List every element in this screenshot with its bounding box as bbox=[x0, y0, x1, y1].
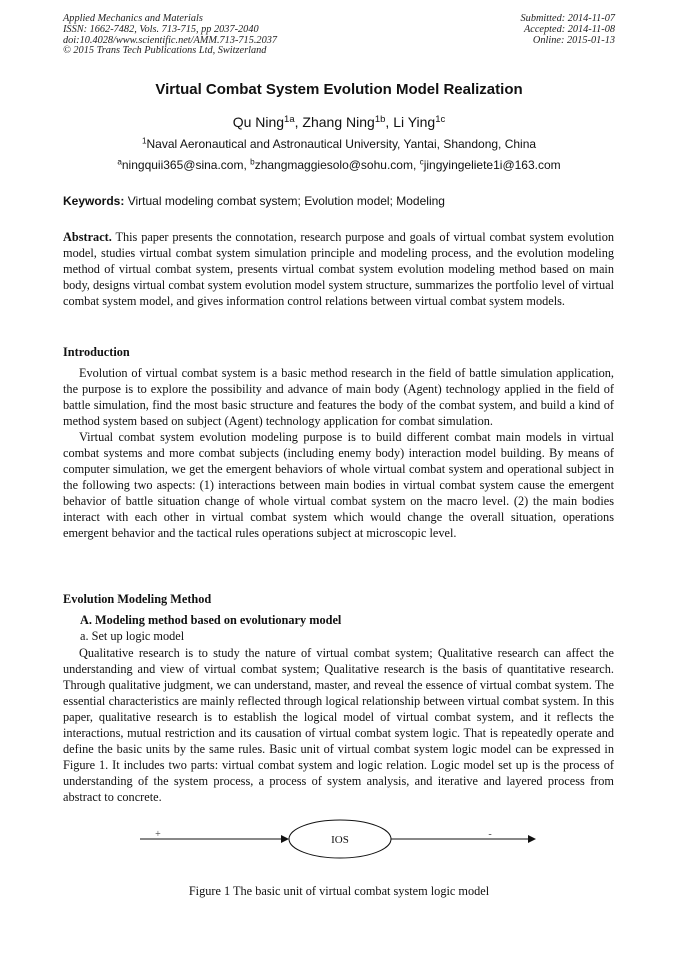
abstract bbox=[63, 229, 614, 309]
journal-header bbox=[63, 14, 277, 57]
email-address: zhangmaggiesolo@sohu.com, bbox=[254, 158, 420, 172]
email-sup: c bbox=[419, 157, 424, 167]
abstract-label: Abstract. bbox=[63, 230, 112, 244]
keywords-text: Virtual modeling combat system; Evolution model; Modeling bbox=[124, 194, 445, 208]
email-sup: b bbox=[250, 157, 255, 167]
abstract-text: This paper presents the connotation, research purpose and goals of virtual combat system evolution model, studies virtual combat system simulation principle and modeling process, and the evolution modeling method of virtual combat system, presents virtual combat system evolution modeling method based on main body, designs virtual combat system evolution model system structure, summarizes the portfolio level of virtual combat system model, and gives information control relations between virtual combat system models. bbox=[63, 230, 614, 309]
figure-caption: Figure 1 The basic unit of virtual combat system logic model bbox=[188, 884, 490, 898]
keywords-label: Keywords: bbox=[63, 194, 125, 208]
evolution-item: a. Set up logic model bbox=[80, 629, 185, 643]
email-sup: a bbox=[117, 157, 122, 167]
author-separator: , bbox=[385, 114, 394, 130]
online-date: Online: 2015-01-13 bbox=[532, 34, 615, 46]
introduction-paragraph-2: Virtual combat system evolution modeling purpose is to build different combat main models in virtual combat systems and more combat subjects (including enemy body) interaction model building. By means of computer simulation, we get the emergent behaviors of whole virtual combat system and operational subject in the following two aspects: (1) interactions between main bodies in virtual combat system cause the emergent behavior of battle situation change of whole virtual combat system on the macro level. (2) the main bodies interact with each other in virtual combat system which would change the overall situation, operations emergent behavior and the tactical rules operations subject at microscopic level. bbox=[63, 430, 614, 541]
evolution-body bbox=[63, 645, 614, 805]
email-address: ningquii365@sina.com, bbox=[121, 158, 251, 172]
submitted-date: Submitted: 2014-11-07 bbox=[520, 13, 615, 24]
evolution-heading: Evolution Modeling Method bbox=[63, 592, 212, 606]
author-name: Li Ying bbox=[393, 114, 436, 130]
introduction-paragraph-1: Evolution of virtual combat system is a basic method research in the field of battle simulation application, the purpose is to explore the possibility and advance of main body (Agent) technology applied in the field of battle simulation, find the most basic structure and features the body of the combat system, and build a kind of method system based on subject (Agent) technology application for combat simulation. bbox=[63, 366, 614, 429]
evolution-subheading: A. Modeling method based on evolutionary model bbox=[80, 613, 342, 627]
logic-model-figure bbox=[140, 817, 540, 861]
introduction-heading: Introduction bbox=[63, 345, 130, 359]
author-affil-sup: 1b bbox=[374, 113, 386, 125]
paper-title: Virtual Combat System Evolution Model Realization bbox=[155, 81, 523, 98]
keywords bbox=[63, 194, 623, 208]
journal-issn: ISSN: 1662-7482, Vols. 713-715, pp 2037-2040 bbox=[63, 23, 259, 35]
input-sign: + bbox=[155, 829, 161, 840]
journal-name: Applied Mechanics and Materials bbox=[63, 13, 203, 24]
affiliation bbox=[0, 137, 678, 151]
journal-copyright: © 2015 Trans Tech Publications Ltd, Switzerland bbox=[63, 45, 267, 57]
author-name: Qu Ning bbox=[232, 114, 285, 130]
affiliation-text: Naval Aeronautical and Astronautical University, Yantai, Shandong, China bbox=[146, 137, 537, 151]
author-separator: , bbox=[294, 114, 303, 130]
evolution-paragraph-1: Qualitative research is to study the nature of virtual combat system; Qualitative research can affect the understanding and view of virtual combat system; Qualitative research is the basis of quantitative research. Through qualitative judgment, we can understand, master, and reveal the essence of virtual combat system. The essential characteristics are mainly reflected through logical relationship between virtual combat system. In this paper, qualitative research is to establish the logical model of virtual combat system, and it reflects the interactions, mutual restriction and its causation of virtual combat system logic. That is repeatedly operate and define the basic units by the same rules. Basic unit of virtual combat system logic model can be expressed in Figure 1. It includes two parts: virtual combat system and logic relation. Logic model set up is the process of understanding of the system process, a process of system analysis, and iterative and layered process from abstract to concrete. bbox=[63, 646, 614, 805]
author-list bbox=[0, 114, 678, 130]
author-name: Zhang Ning bbox=[302, 114, 375, 130]
author-affil-sup: 1a bbox=[284, 113, 295, 125]
introduction-body bbox=[63, 365, 614, 542]
journal-doi: doi:10.4028/www.scientific.net/AMM.713-715.2037 bbox=[63, 34, 278, 46]
author-affil-sup: 1c bbox=[435, 113, 446, 125]
ios-node-label: IOS bbox=[331, 834, 349, 846]
affiliation-sup: 1 bbox=[141, 136, 147, 146]
output-sign: - bbox=[488, 829, 492, 840]
email-list bbox=[0, 158, 678, 172]
email-address: jingyingeliete1i@163.com bbox=[423, 158, 561, 172]
accepted-date: Accepted: 2014-11-08 bbox=[523, 23, 615, 35]
dates-header bbox=[521, 14, 615, 46]
